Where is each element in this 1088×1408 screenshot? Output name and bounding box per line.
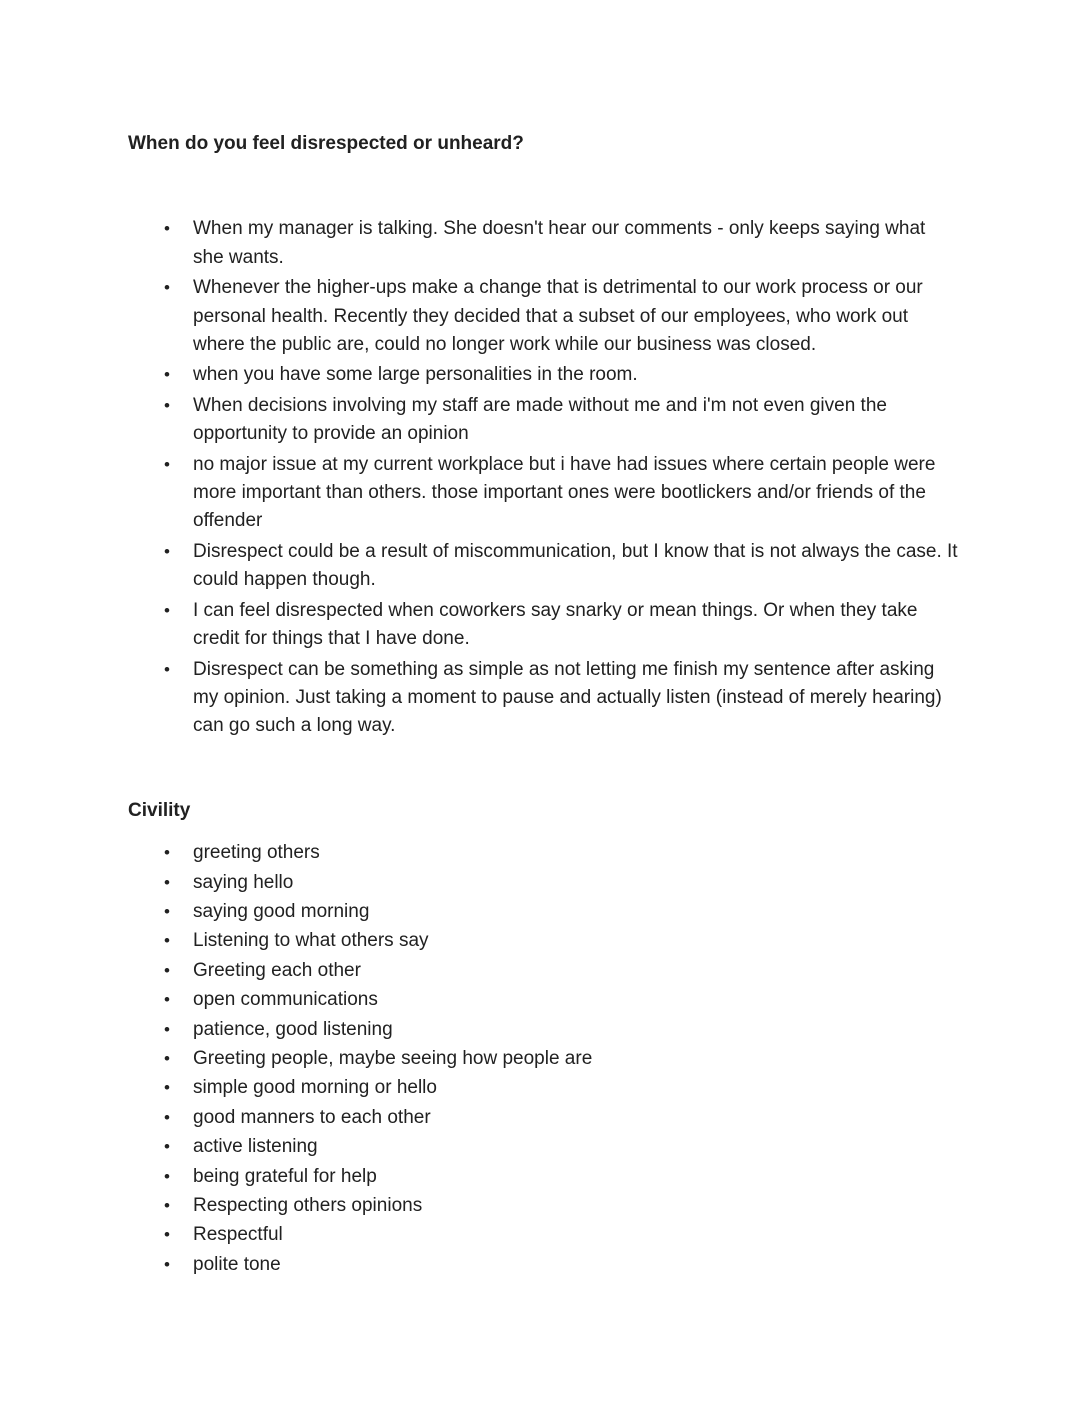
bullet-icon — [164, 1163, 184, 1191]
bullet-icon — [164, 1016, 184, 1044]
list-item — [128, 1251, 960, 1279]
list-item-text: Respectful — [193, 1224, 283, 1246]
list-item — [128, 1104, 960, 1132]
bullet-icon — [164, 215, 184, 243]
list-item — [128, 1016, 960, 1044]
list-item — [128, 274, 960, 359]
bullet-icon — [164, 869, 184, 897]
list-item-text: saying hello — [193, 871, 294, 893]
bullet-icon — [164, 1104, 184, 1132]
list-item-text: I can feel disrespected when coworkers say snarky or mean things. Or when they take credit for things that I have done. — [193, 599, 918, 650]
list-item-text: no major issue at my current workplace but i have had issues where certain people were more important than others. those important ones were bootlickers and/or friends of the offender — [193, 453, 936, 532]
list-item-text: Disrespect could be a result of miscommunication, but I know that is not always the case. It could happen though. — [193, 540, 958, 591]
bullet-icon — [164, 839, 184, 867]
bullet-icon — [164, 392, 184, 420]
bullet-icon — [164, 656, 184, 684]
list-item — [128, 597, 960, 654]
list-item-text: Whenever the higher-ups make a change that is detrimental to our work process or our personal health. Recently they decided that a subset of our employees, who work out where the public are, could no longer work while our business was closed. — [193, 277, 923, 356]
bullet-icon — [164, 274, 184, 302]
list-item — [128, 215, 960, 272]
bullet-icon — [164, 538, 184, 566]
list-item — [128, 538, 960, 595]
list-item-text: greeting others — [193, 842, 320, 864]
list-item-text: simple good morning or hello — [193, 1077, 437, 1099]
list-item — [128, 1192, 960, 1220]
list-item-text: Respecting others opinions — [193, 1195, 423, 1216]
list-item — [128, 656, 960, 741]
list-item — [128, 986, 960, 1014]
list-item-text: polite tone — [193, 1253, 281, 1275]
list-item — [128, 1133, 960, 1161]
list-item-text: When my manager is talking. She doesn't hear our comments - only keeps saying what she wants. — [193, 218, 926, 268]
bullet-icon — [164, 898, 184, 926]
bullet-icon — [164, 1251, 184, 1279]
list-item — [128, 1045, 960, 1073]
list-item — [128, 392, 960, 449]
heading-civility: Civility — [128, 799, 191, 821]
list-item — [128, 361, 960, 389]
list-item — [128, 451, 960, 536]
list-item — [128, 1221, 960, 1249]
bullet-icon — [164, 1074, 184, 1102]
list-item-text: When decisions involving my staff are made without me and i'm not even given the opportunity to provide an opinion — [193, 394, 887, 445]
list-item — [128, 898, 960, 926]
bullet-icon — [164, 361, 184, 389]
list-item-text: Listening to what others say — [193, 930, 429, 952]
list-item — [128, 869, 960, 897]
list-item-text: good manners to each other — [193, 1106, 431, 1128]
list-item-text: Greeting people, maybe seeing how people are — [193, 1047, 593, 1069]
bullet-icon — [164, 1133, 184, 1161]
bullet-icon — [164, 957, 184, 985]
list-item-text: saying good morning — [193, 900, 370, 922]
list-item-text: active listening — [193, 1136, 318, 1158]
bullet-icon — [164, 1221, 184, 1249]
list-item-text: Greeting each other — [193, 959, 361, 981]
list-item-text: being grateful for help — [193, 1165, 377, 1187]
list-item — [128, 1163, 960, 1191]
bullet-icon — [164, 1045, 184, 1073]
list-item — [128, 957, 960, 985]
list-item — [128, 1074, 960, 1102]
list-item-text: patience, good listening — [193, 1018, 393, 1040]
list-item-text: Disrespect can be something as simple as not letting me finish my sentence after asking my opinion. Just taking a moment to pause and actually listen (instead of merely hearing) can go such a long way. — [193, 658, 942, 737]
bullet-icon — [164, 451, 184, 479]
list-item — [128, 927, 960, 955]
bullet-icon — [164, 986, 184, 1014]
heading-disrespected-unheard: When do you feel disrespected or unheard? — [128, 133, 524, 154]
bullet-icon — [164, 597, 184, 625]
list-item-text: when you have some large personalities in the room. — [193, 364, 638, 386]
list-item — [128, 839, 960, 867]
bullet-icon — [164, 1192, 184, 1220]
bullet-icon — [164, 927, 184, 955]
civility-list — [128, 839, 960, 1279]
disrespect-list — [128, 215, 960, 740]
list-item-text: open communications — [193, 989, 378, 1011]
